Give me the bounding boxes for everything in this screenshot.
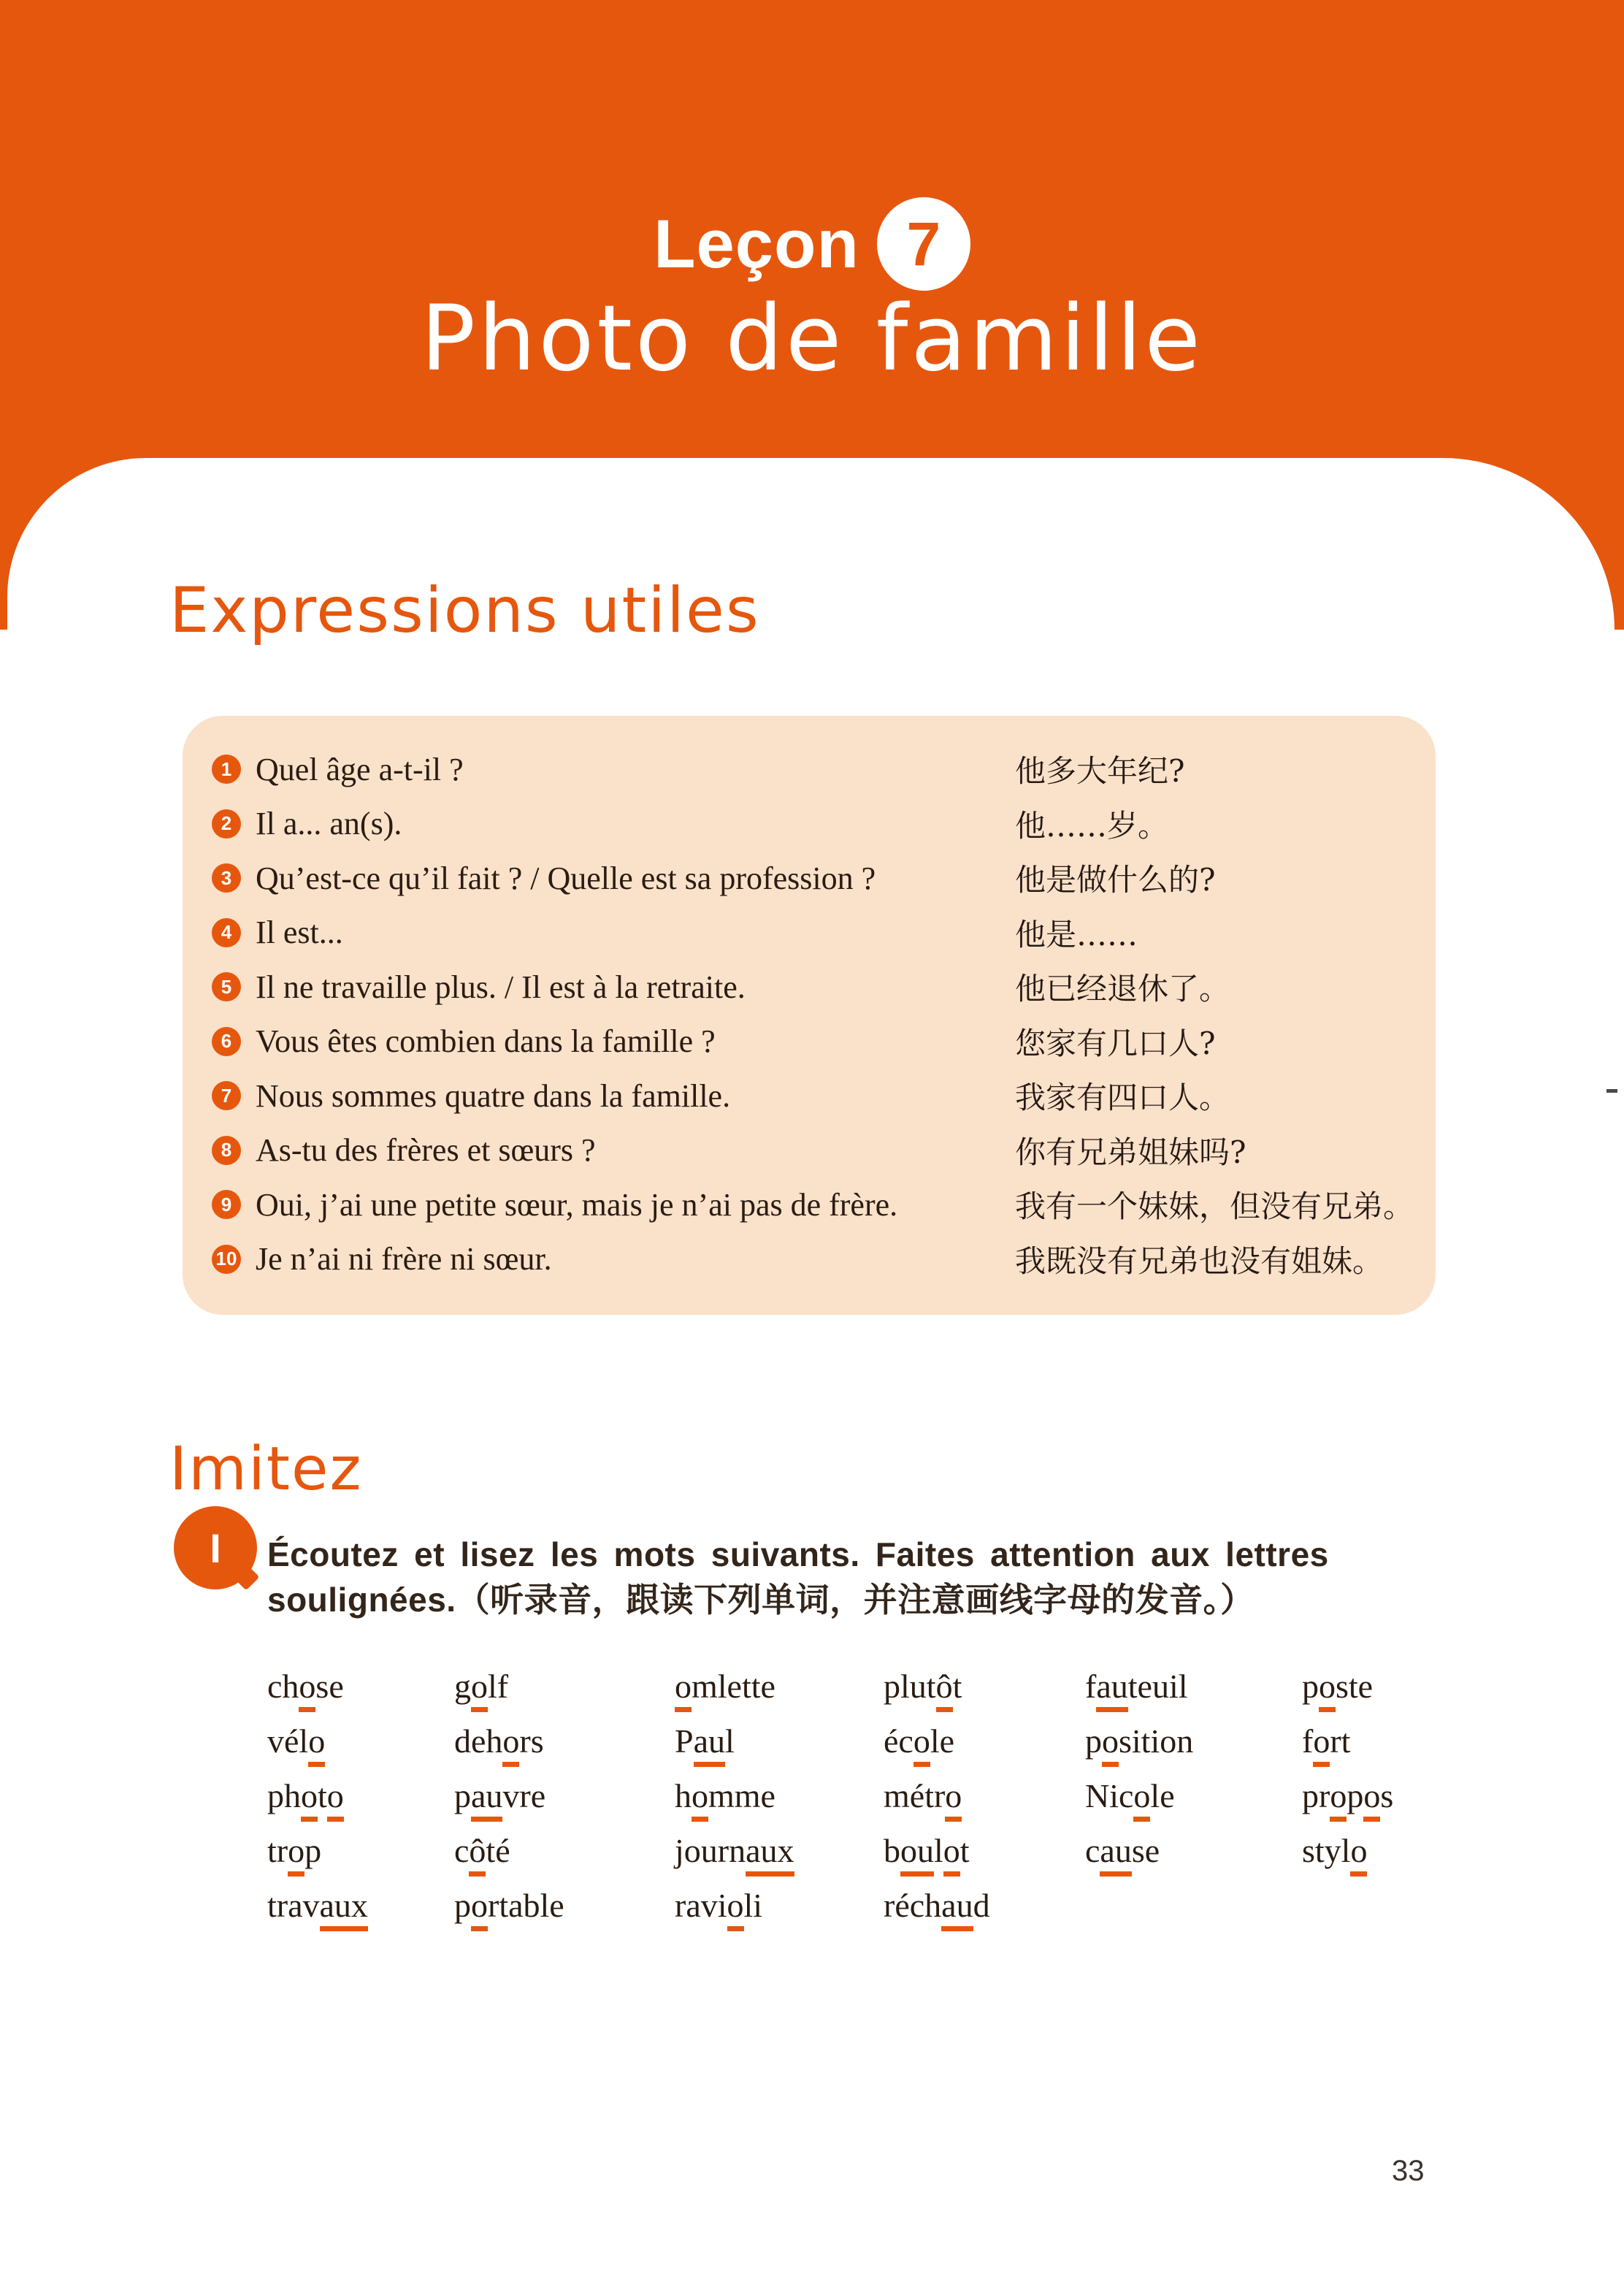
expression-row (212, 1232, 1436, 1287)
underlined-letters: aux (320, 1887, 368, 1931)
word-cause: cause (1085, 1831, 1160, 1870)
word-position: position (1085, 1722, 1193, 1760)
lesson-label: Leçon (654, 205, 859, 282)
word-côté: côté (454, 1831, 510, 1870)
expression-chinese-text: 他是做什么的? (1015, 862, 1216, 898)
expression-chinese-text: 我家有四口人。 (1015, 1080, 1230, 1116)
expression-french-text: Nous sommes quatre dans la famille. (256, 1077, 731, 1114)
word-fort: fort (1302, 1722, 1350, 1760)
underlined-letters: o (1313, 1722, 1330, 1767)
expressions-box (183, 716, 1436, 1315)
underlined-letters: o (1330, 1777, 1347, 1822)
expression-french-text: Il est... (256, 915, 343, 951)
underlined-letters: o (1363, 1777, 1380, 1822)
underlined-letters: o (1133, 1777, 1150, 1822)
page-number: 33 (1392, 2155, 1425, 2187)
word-stylo: stylo (1302, 1831, 1367, 1870)
expression-number-badge: 8 (212, 1136, 241, 1165)
underlined-letters: ô (469, 1832, 486, 1876)
instruction-line: soulignées.（听录音，跟读下列单词，并注意画线字母的发音。） (267, 1580, 1255, 1619)
underlined-letters: o (675, 1668, 692, 1712)
expression-chinese-text: 您家有几口人? (1015, 1025, 1216, 1061)
word-école: école (884, 1722, 954, 1760)
imitez-heading: Imitez (169, 1435, 363, 1504)
lesson-number: 7 (906, 209, 941, 278)
underlined-letters: o (943, 1832, 960, 1876)
expression-french-text: Je n’ai ni frère ni sœur. (256, 1241, 552, 1278)
edge-crop-mark (1606, 1089, 1617, 1093)
word-poste: poste (1302, 1667, 1373, 1706)
underlined-letters: o (299, 1668, 315, 1712)
expression-french-text: Qu’est-ce qu’il fait ? / Quelle est sa profession ? (256, 860, 876, 896)
expression-row (212, 1069, 1436, 1123)
underlined-letters: o (327, 1777, 344, 1822)
word-golf: golf (454, 1667, 508, 1706)
underlined-letters: au (471, 1777, 502, 1822)
exercise-number-badge (174, 1506, 257, 1589)
expression-chinese-text: 他多大年纪? (1015, 753, 1185, 790)
underlined-letters: o (692, 1777, 708, 1822)
underlined-letters: o (471, 1887, 488, 1931)
underlined-letters: o (288, 1832, 304, 1876)
word-homme: homme (675, 1776, 775, 1815)
exercise-instruction (267, 1532, 1465, 1622)
expression-row (212, 1177, 1436, 1232)
word-ravioli: ravioli (675, 1886, 762, 1925)
expression-number-badge: 10 (212, 1245, 241, 1274)
underlined-letters: o (1102, 1722, 1119, 1767)
expression-number-badge: 3 (212, 863, 241, 893)
word-boulot: boulot (884, 1831, 970, 1870)
underlined-letters: au (694, 1722, 725, 1767)
expression-chinese-text: 我既没有兄弟也没有姐妹。 (1015, 1242, 1384, 1279)
word-trop: trop (267, 1831, 321, 1870)
instruction-line: Écoutez et lisez les mots suivants. Faites attention aux lettres (267, 1535, 1329, 1573)
word-métro: métro (884, 1776, 962, 1815)
underlined-letters: o (502, 1722, 519, 1767)
exercise-number: I (210, 1524, 221, 1571)
expression-row (212, 742, 1436, 797)
underlined-letters: o (301, 1777, 318, 1822)
underlined-letters: o (914, 1722, 930, 1767)
word-réchaud: réchaud (884, 1886, 990, 1925)
word-travaux: travaux (267, 1886, 368, 1925)
expression-french-text: Il a... an(s). (256, 806, 402, 842)
word-omlette: omlette (675, 1667, 775, 1706)
expression-number-badge: 6 (212, 1027, 241, 1056)
word-photo: photo (267, 1776, 344, 1815)
word-fauteuil: fauteuil (1085, 1667, 1188, 1706)
expression-number-badge: 2 (212, 809, 241, 839)
expression-number-badge: 4 (212, 918, 241, 947)
underlined-letters: au (941, 1887, 973, 1931)
expression-french-text: Oui, j’ai une petite sœur, mais je n’ai pas de frère. (256, 1186, 898, 1223)
expressions-heading: Expressions utiles (169, 574, 760, 647)
page-title: Photo de famille (421, 286, 1203, 392)
lesson-header (0, 197, 1624, 291)
underlined-letters: o (945, 1777, 962, 1822)
expression-row (212, 960, 1436, 1015)
underlined-letters: au (1100, 1832, 1131, 1876)
lesson-number-badge (877, 197, 970, 291)
expression-chinese-text: 我有一个妹妹，但没有兄弟。 (1015, 1188, 1414, 1225)
expression-chinese-text: 他是…… (1015, 916, 1138, 952)
expression-number-badge: 7 (212, 1081, 241, 1110)
expression-row (212, 906, 1436, 961)
word-journaux: journaux (675, 1831, 794, 1870)
expression-chinese-text: 你有兄弟姐妹吗? (1015, 1134, 1246, 1170)
underlined-letters: o (727, 1887, 744, 1931)
word-pauvre: pauvre (454, 1776, 545, 1815)
underlined-letters: o (1319, 1668, 1336, 1712)
word-portable: portable (454, 1886, 564, 1925)
expression-french-text: Il ne travaille plus. / Il est à la retraite. (256, 969, 746, 1005)
underlined-letters: aux (746, 1832, 794, 1876)
word-propos: propos (1302, 1776, 1393, 1815)
expression-row (212, 1123, 1436, 1178)
word-chose: chose (267, 1667, 344, 1706)
expression-chinese-text: 他……岁。 (1015, 807, 1169, 844)
word-dehors: dehors (454, 1722, 544, 1760)
expression-row (212, 851, 1436, 906)
word-nicole: Nicole (1085, 1776, 1175, 1815)
expression-french-text: Quel âge a-t-il ? (256, 751, 464, 787)
expression-row (212, 797, 1436, 852)
underlined-letters: ou (900, 1832, 934, 1876)
underlined-letters: o (471, 1668, 488, 1712)
expression-row (212, 1015, 1436, 1069)
underlined-letters: ô (936, 1668, 953, 1712)
word-vélo: vélo (267, 1722, 325, 1760)
word-plutôt: plutôt (884, 1667, 962, 1706)
expression-french-text: As-tu des frères et sœurs ? (256, 1132, 596, 1169)
expression-french-text: Vous êtes combien dans la famille ? (256, 1023, 716, 1060)
underlined-letters: o (1350, 1832, 1367, 1876)
expression-number-badge: 1 (212, 755, 241, 784)
expression-number-badge: 5 (212, 972, 241, 1001)
underlined-letters: au (1096, 1668, 1127, 1712)
expression-number-badge: 9 (212, 1190, 241, 1219)
word-paul: Paul (675, 1722, 735, 1760)
expression-chinese-text: 他已经退休了。 (1015, 971, 1230, 1007)
underlined-letters: o (308, 1722, 325, 1767)
